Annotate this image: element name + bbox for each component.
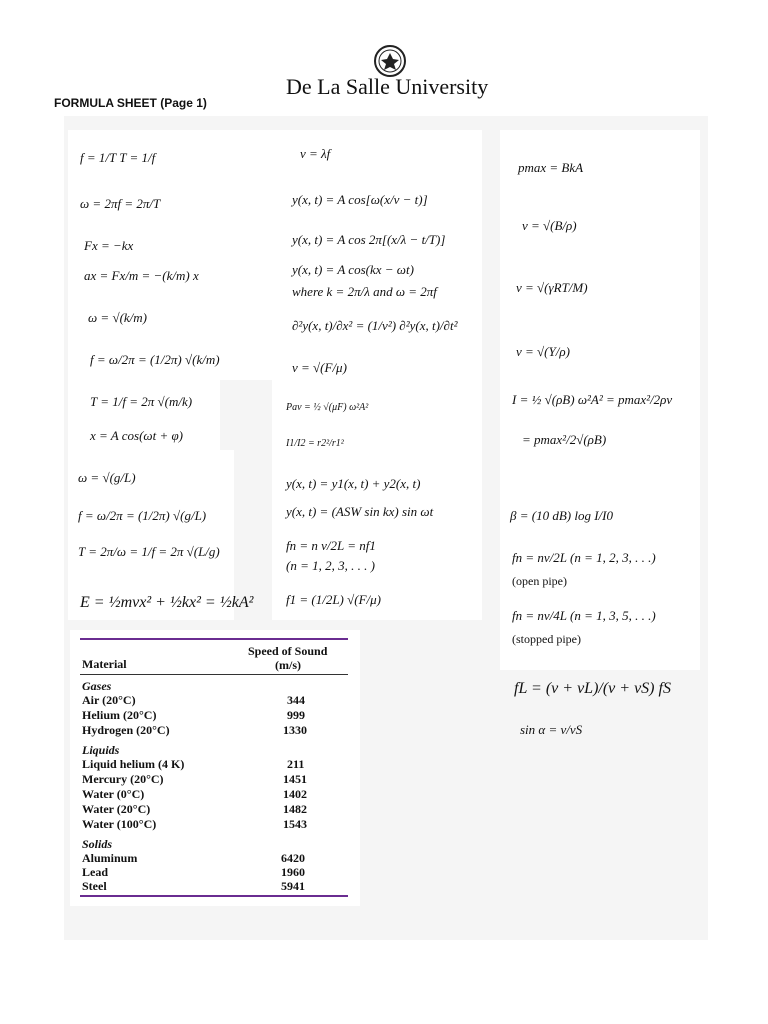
panel-middle (220, 130, 482, 380)
equation-acceleration-shm: ax = Fx/m = −(k/m) x (84, 268, 199, 283)
equation-frequency-pendulum: f = ω/2π = (1/2π) √(g/L) (78, 508, 207, 523)
table-row-speed: 5941 (281, 879, 305, 893)
equation-superposition: y(x, t) = y1(x, t) + y2(x, t) (286, 476, 421, 491)
university-name: De La Salle University (286, 74, 489, 99)
equation-standing-wave: y(x, t) = (ASW sin kx) sin ωt (286, 504, 434, 519)
table-row-speed: 344 (287, 693, 305, 707)
equation-sound-intensity-2: = pmax²/2√(ρB) (522, 432, 607, 447)
table-header-speed: Speed of Sound (248, 644, 328, 658)
equation-fundamental-frequency: f1 = (1/2L) √(F/μ) (286, 592, 382, 607)
equation-string-harmonics: fn = n v/2L = nf1 (286, 538, 376, 553)
equation-sound-intensity-level: β = (10 dB) log I/I0 (510, 508, 613, 523)
page-title: FORMULA SHEET (Page 1) (54, 96, 207, 110)
table-row-speed: 1482 (283, 802, 307, 816)
equation-hookes-law: Fx = −kx (84, 238, 134, 253)
table-category-liquids: Liquids (82, 743, 120, 757)
table-row-speed: 1543 (283, 817, 307, 831)
table-row-material: Steel (82, 879, 107, 893)
equation-string-wave-speed: v = √(F/μ) (292, 360, 347, 375)
equation-period-pendulum: T = 2π/ω = 1/f = 2π √(L/g) (78, 544, 220, 559)
equation-sound-intensity-1: I = ½ √(ρB) ω²A² = pmax²/2ρv (512, 392, 673, 407)
table-row-material: Hydrogen (20°C) (82, 723, 170, 737)
table-rule-top (80, 638, 348, 640)
equation-wave-speed: v = λf (300, 146, 331, 161)
equation-frequency-spring: f = ω/2π = (1/2π) √(k/m) (90, 352, 220, 367)
university-seal-icon (372, 44, 408, 78)
label-open-pipe: (open pipe) (512, 574, 567, 588)
table-row-speed: 1451 (283, 772, 307, 786)
table-row-speed: 1402 (283, 787, 307, 801)
equation-angular-frequency: ω = 2πf = 2π/T (80, 196, 161, 211)
panel-middle-lower (272, 380, 482, 620)
table-header-material: Material (82, 657, 127, 671)
table-category-solids: Solids (82, 837, 113, 851)
equation-sound-speed-fluid: v = √(B/ρ) (522, 218, 577, 233)
table-row-speed: 1960 (281, 865, 305, 879)
equation-wave-function-3: y(x, t) = A cos(kx − ωt) (292, 262, 414, 277)
table-row-speed: 211 (287, 757, 305, 771)
equation-omega-pendulum: ω = √(g/L) (78, 470, 136, 485)
table-row-speed: 1330 (283, 723, 307, 737)
table-row-material: Aluminum (82, 851, 138, 865)
equation-energy-shm: E = ½mvx² + ½kx² = ½kA² (80, 594, 254, 611)
equation-omega-spring: ω = √(k/m) (88, 310, 148, 325)
table-row-material: Air (20°C) (82, 693, 136, 707)
table-row-material: Water (20°C) (82, 802, 151, 816)
equation-frequency-period: f = 1/T T = 1/f (80, 150, 156, 165)
equation-wave-equation: ∂²y(x, t)/∂x² = (1/v²) ∂²y(x, t)/∂t² (292, 318, 458, 333)
equation-wave-function-1: y(x, t) = A cos[ω(x/v − t)] (292, 192, 428, 207)
table-header-speed-unit: (m/s) (275, 658, 301, 672)
label-stopped-pipe: (stopped pipe) (512, 632, 581, 646)
equation-open-pipe-harmonics: fn = nv/2L (n = 1, 2, 3, . . .) (512, 550, 656, 565)
table-row-material: Water (100°C) (82, 817, 157, 831)
table-row-speed: 999 (287, 708, 305, 722)
table-row-material: Water (0°C) (82, 787, 145, 801)
equation-pressure-amplitude: pmax = BkA (518, 160, 584, 175)
equation-position-shm: x = A cos(ωt + φ) (90, 428, 184, 443)
table-row-material: Liquid helium (4 K) (82, 757, 185, 771)
equation-stopped-pipe-harmonics: fn = nv/4L (n = 1, 3, 5, . . .) (512, 608, 656, 623)
equation-sound-speed-gas: v = √(γRT/M) (516, 280, 588, 295)
table-row-material: Mercury (20°C) (82, 772, 164, 786)
table-rule-header (80, 674, 348, 675)
equation-sound-speed-solid: v = √(Y/ρ) (516, 344, 570, 359)
equation-wave-function-2: y(x, t) = A cos 2π[(x/λ − t/T)] (292, 232, 446, 247)
table-category-gases: Gases (82, 679, 112, 693)
equation-shock-wave-angle: sin α = v/vS (520, 722, 583, 737)
table-row-material: Lead (82, 865, 109, 879)
equation-wave-number-note: where k = 2π/λ and ω = 2πf (292, 284, 437, 299)
table-row-speed: 6420 (281, 851, 305, 865)
table-row-material: Helium (20°C) (82, 708, 157, 722)
equation-doppler-effect: fL = (v + vL)/(v + vS) fS (514, 680, 671, 697)
equation-average-power: Pav = ½ √(μF) ω²A² (286, 402, 369, 413)
table-rule-bottom (80, 895, 348, 897)
equation-harmonic-range: (n = 1, 2, 3, . . . ) (286, 558, 375, 573)
equation-period-spring: T = 1/f = 2π √(m/k) (90, 394, 193, 409)
equation-intensity-ratio: I1/I2 = r2²/r1² (286, 438, 344, 449)
